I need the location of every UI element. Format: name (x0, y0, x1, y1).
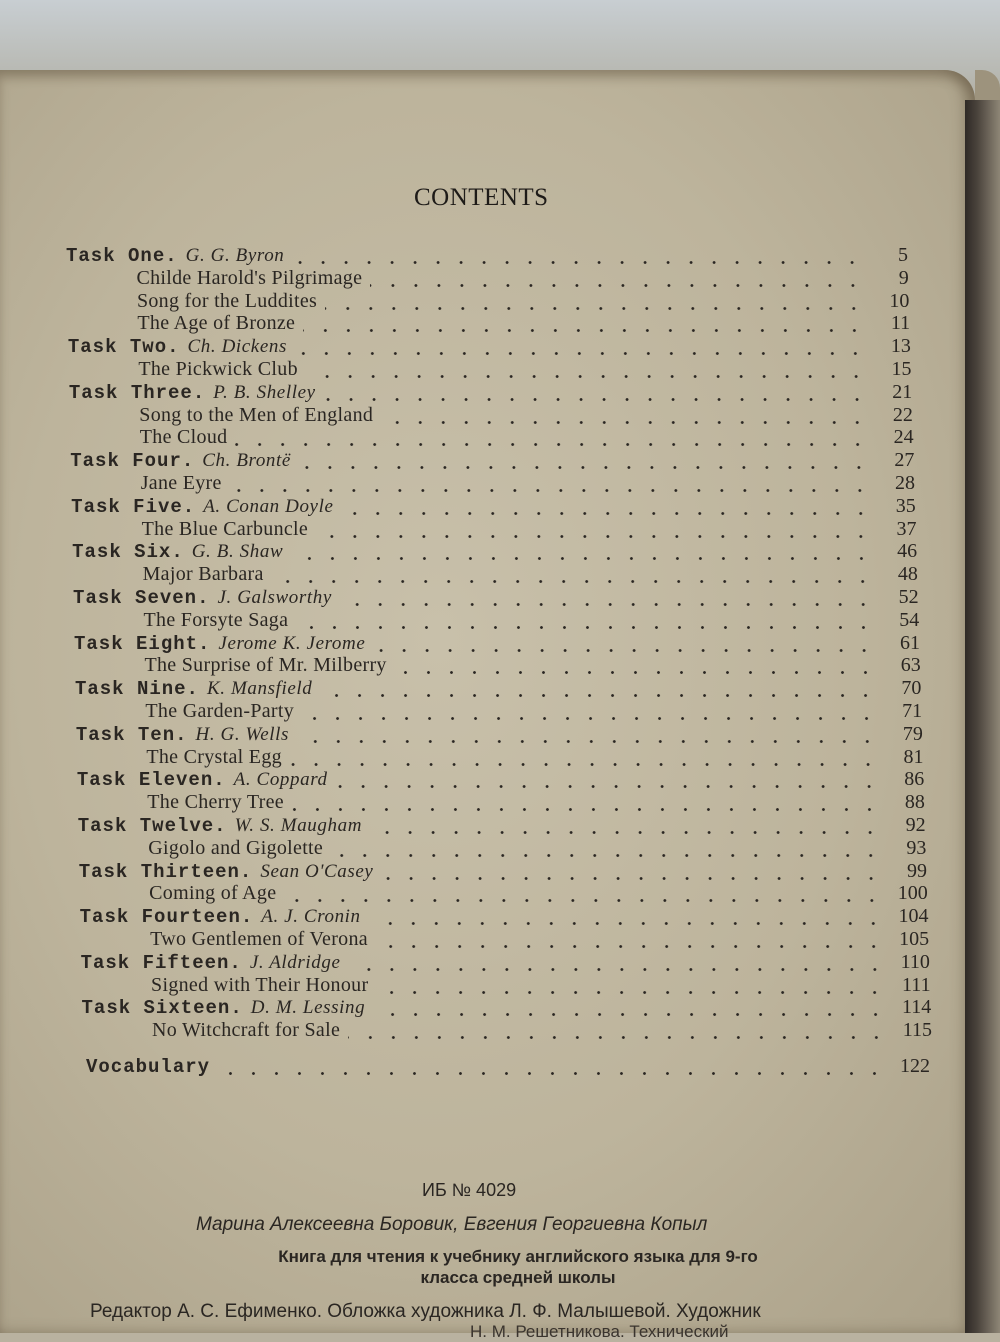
toc-task-entry (74, 632, 920, 656)
toc-task-entry (70, 449, 914, 473)
story-title: Two Gentlemen of Verona (150, 928, 368, 950)
dot-leader (369, 922, 885, 925)
page-number: 104 (898, 905, 929, 928)
task-author: Jerome K. Jerome (218, 632, 366, 654)
task-author: K. Mansfield (206, 678, 313, 700)
task-author: A. J. Cronin (261, 906, 361, 928)
entry-label (147, 791, 284, 814)
toc-story-entry (140, 426, 914, 450)
page-number: 110 (900, 950, 930, 973)
dot-leader (284, 899, 883, 902)
toc-task-entry (86, 1055, 930, 1079)
entry-label (81, 952, 341, 974)
dot-leader (348, 1036, 888, 1039)
dot-leader (373, 1013, 887, 1016)
contents-heading: CONTENTS (414, 184, 549, 211)
story-title: Major Barbara (142, 563, 264, 586)
entry-label (66, 245, 284, 267)
page-number: 5 (898, 244, 908, 266)
page-number: 13 (890, 335, 911, 358)
editor-credits: Редактор А. С. Ефименко. Обложка художника Л. Ф. Малышевой. Художник (90, 1301, 761, 1322)
story-title: Childe Harold's Pilgrimage (136, 266, 363, 289)
story-title: Jane Eyre (140, 472, 222, 494)
task-title: Task Thirteen. (78, 860, 253, 883)
toc-story-entry (142, 518, 917, 542)
story-title: The Pickwick Club (138, 358, 298, 380)
story-title: The Age of Bronze (137, 312, 296, 335)
task-author: Ch. Dickens (187, 336, 287, 358)
page-number: 9 (898, 266, 909, 289)
book-title: Книга для чтения к учебнику английского языка для 9-го класса средней школы (278, 1247, 758, 1287)
entry-label (79, 861, 374, 883)
page-number: 99 (907, 859, 928, 882)
dot-leader (336, 785, 881, 788)
task-title: Task Nine. (74, 678, 199, 701)
toc-task-entry (71, 495, 916, 519)
dot-leader (291, 557, 873, 560)
story-title: The Cherry Tree (147, 791, 284, 814)
dot-leader (292, 261, 864, 264)
toc-story-entry (151, 974, 931, 998)
page-number: 93 (906, 836, 927, 859)
task-title: Task Seven. (73, 587, 210, 609)
story-title: Song for the Luddites (136, 289, 318, 312)
page-number: 27 (894, 449, 915, 472)
page-number: 71 (902, 700, 923, 722)
toc-task-entry (82, 996, 932, 1020)
task-title: Task Eleven. (76, 769, 226, 792)
entry-label (144, 654, 386, 677)
entry-label (72, 541, 283, 563)
entry-label (141, 472, 222, 495)
task-title: Task Five. (71, 495, 196, 518)
entry-label (69, 382, 316, 404)
task-author: G. G. Byron (185, 245, 285, 266)
entry-label (136, 267, 362, 290)
toc-story-entry (150, 928, 929, 952)
story-title: The Garden-Party (145, 700, 295, 722)
story-title: The Crystal Egg (146, 745, 282, 768)
dot-leader (373, 649, 876, 652)
page-number: 10 (889, 289, 910, 312)
dot-leader (296, 626, 875, 629)
entry-label (144, 609, 289, 632)
toc-task-entry (66, 244, 908, 268)
page-number: 52 (898, 586, 919, 608)
page-number: 24 (893, 426, 914, 449)
task-author: J. Galsworthy (217, 587, 332, 608)
entry-label (137, 312, 295, 335)
page-number: 11 (890, 312, 911, 335)
task-title: Task Four. (70, 450, 195, 473)
entry-label (149, 882, 276, 905)
toc-task-entry (77, 768, 924, 792)
page-number: 15 (891, 358, 912, 380)
dot-leader (381, 877, 883, 880)
dot-leader (331, 854, 882, 857)
toc-story-entry (149, 882, 928, 906)
dot-leader (349, 968, 886, 971)
toc-story-entry (144, 609, 920, 633)
editor-credits-continued: Н. М. Решетникова. Технический (470, 1322, 729, 1341)
page-number: 22 (892, 403, 913, 426)
toc-task-entry (69, 381, 912, 405)
entry-label (70, 450, 291, 472)
dot-leader (235, 443, 869, 446)
task-title: Task Two. (67, 336, 180, 359)
entry-label (142, 518, 308, 541)
toc-task-entry (76, 723, 923, 747)
entry-label (137, 290, 317, 313)
entry-label (146, 746, 282, 769)
task-author: D. M. Lessing (250, 997, 366, 1019)
page-number: 81 (903, 745, 924, 768)
toc-task-entry (75, 677, 921, 701)
entry-label (80, 906, 361, 928)
dot-leader (272, 580, 874, 583)
page-number: 86 (904, 768, 925, 791)
page-number: 46 (897, 540, 918, 563)
page-number: 48 (897, 563, 918, 586)
dot-leader (325, 307, 865, 310)
entry-label (76, 724, 289, 746)
toc-story-entry (139, 404, 913, 428)
task-title: Task Ten. (75, 723, 188, 746)
page-number: 54 (899, 608, 920, 631)
toc-story-entry (148, 837, 926, 861)
task-title: Task Sixteen. (81, 997, 243, 1020)
task-author: J. Aldridge (249, 951, 341, 973)
toc-task-entry (68, 335, 911, 359)
toc-task-entry (80, 905, 929, 929)
task-author: Ch. Brontë (202, 450, 291, 472)
toc-story-entry (136, 267, 908, 291)
entry-label (73, 587, 332, 609)
toc-task-entry (79, 860, 927, 884)
toc-task-entry (73, 586, 919, 610)
entry-label (82, 997, 366, 1019)
page-number: 111 (902, 973, 931, 996)
dot-leader (320, 694, 877, 697)
task-author: P. B. Shelley (213, 381, 316, 403)
dot-leader (297, 740, 879, 743)
story-title: Signed with Their Honour (151, 973, 369, 996)
toc-story-entry (146, 746, 923, 770)
toc-story-entry (152, 1019, 932, 1043)
page-number: 28 (895, 472, 916, 494)
page-number: 114 (902, 996, 932, 1019)
entry-label (138, 358, 298, 381)
task-title: Task Eight. (74, 632, 211, 655)
task-author: Sean O'Casey (260, 860, 374, 882)
story-title: The Surprise of Mr. Milberry (144, 654, 387, 677)
dot-leader (324, 398, 869, 401)
page-number: 105 (899, 928, 930, 950)
task-title: Task Three. (68, 381, 206, 404)
entry-label (71, 496, 333, 518)
toc-story-entry (145, 700, 922, 724)
story-title: No Witchcraft for Sale (152, 1019, 341, 1042)
dot-leader (295, 352, 867, 355)
page-number: 37 (896, 517, 917, 540)
dot-leader (316, 535, 872, 538)
page-number: 92 (905, 814, 926, 836)
page-number: 100 (897, 882, 928, 905)
dot-leader (218, 1072, 886, 1075)
dot-leader (381, 421, 869, 424)
story-title: The Blue Carbuncle (141, 517, 309, 540)
task-title: Task Twelve. (77, 815, 227, 837)
task-author: A. Coppard (233, 769, 328, 791)
task-author: H. G. Wells (195, 723, 290, 745)
toc-story-entry (137, 290, 909, 314)
toc-story-entry (137, 312, 910, 336)
dot-leader (292, 808, 881, 811)
page-number: 35 (895, 494, 916, 517)
page-number: 70 (901, 677, 922, 700)
dot-leader (230, 489, 871, 492)
toc-story-entry (144, 654, 920, 678)
entry-label (86, 1056, 210, 1078)
entry-label (150, 928, 368, 951)
dot-leader (370, 284, 864, 287)
entry-label (145, 700, 294, 723)
story-title: Coming of Age (149, 882, 277, 905)
dot-leader (306, 375, 868, 378)
entry-label (148, 837, 323, 860)
toc-story-entry (138, 358, 911, 382)
entry-label (152, 1019, 340, 1042)
entry-label (143, 563, 264, 586)
toc-task-entry (72, 540, 917, 564)
entry-label (78, 815, 362, 837)
task-title: Task Fourteen. (79, 906, 254, 929)
page-number: 21 (892, 380, 913, 403)
dot-leader (342, 512, 872, 515)
page-number: 79 (902, 722, 923, 745)
entry-label (151, 974, 368, 997)
task-title: Vocabulary (86, 1056, 211, 1078)
task-title: Task Six. (72, 541, 184, 564)
dot-leader (376, 945, 885, 948)
dot-leader (340, 603, 875, 606)
dot-leader (370, 831, 882, 834)
entry-label (139, 404, 373, 427)
task-title: Task Fifteen. (80, 951, 242, 974)
dot-leader (395, 671, 877, 674)
entry-label (77, 769, 328, 791)
toc-task-entry (81, 951, 930, 975)
toc-story-entry (141, 472, 915, 496)
page-number: 88 (904, 791, 925, 814)
dot-leader (290, 763, 880, 766)
toc-story-entry (147, 791, 925, 815)
toc-task-entry (78, 814, 926, 838)
story-title: The Cloud (139, 426, 228, 449)
task-author: W. S. Maugham (234, 815, 363, 836)
entry-label (140, 426, 228, 449)
story-title: Song to the Men of England (139, 403, 374, 426)
entry-label (74, 633, 365, 655)
book-authors: Марина Алексеевна Боровик, Евгения Георгиевна Копыл (196, 1214, 708, 1235)
entry-label (68, 336, 287, 358)
ib-number: ИБ № 4029 (422, 1180, 517, 1200)
page-number: 63 (900, 654, 921, 677)
entry-label (75, 678, 312, 700)
task-title: Task One. (66, 245, 178, 267)
task-author: A. Conan Doyle (203, 495, 334, 517)
dot-leader (302, 717, 878, 720)
dot-leader (376, 991, 886, 994)
task-author: G. B. Shaw (191, 541, 284, 563)
dot-leader (299, 466, 870, 469)
story-title: The Forsyte Saga (143, 608, 289, 631)
story-title: Gigolo and Gigolette (148, 836, 324, 859)
toc-story-entry (143, 563, 918, 587)
page-number: 115 (902, 1019, 932, 1042)
page-number: 122 (900, 1055, 930, 1077)
dot-leader (303, 329, 866, 332)
page-number: 61 (900, 631, 920, 654)
